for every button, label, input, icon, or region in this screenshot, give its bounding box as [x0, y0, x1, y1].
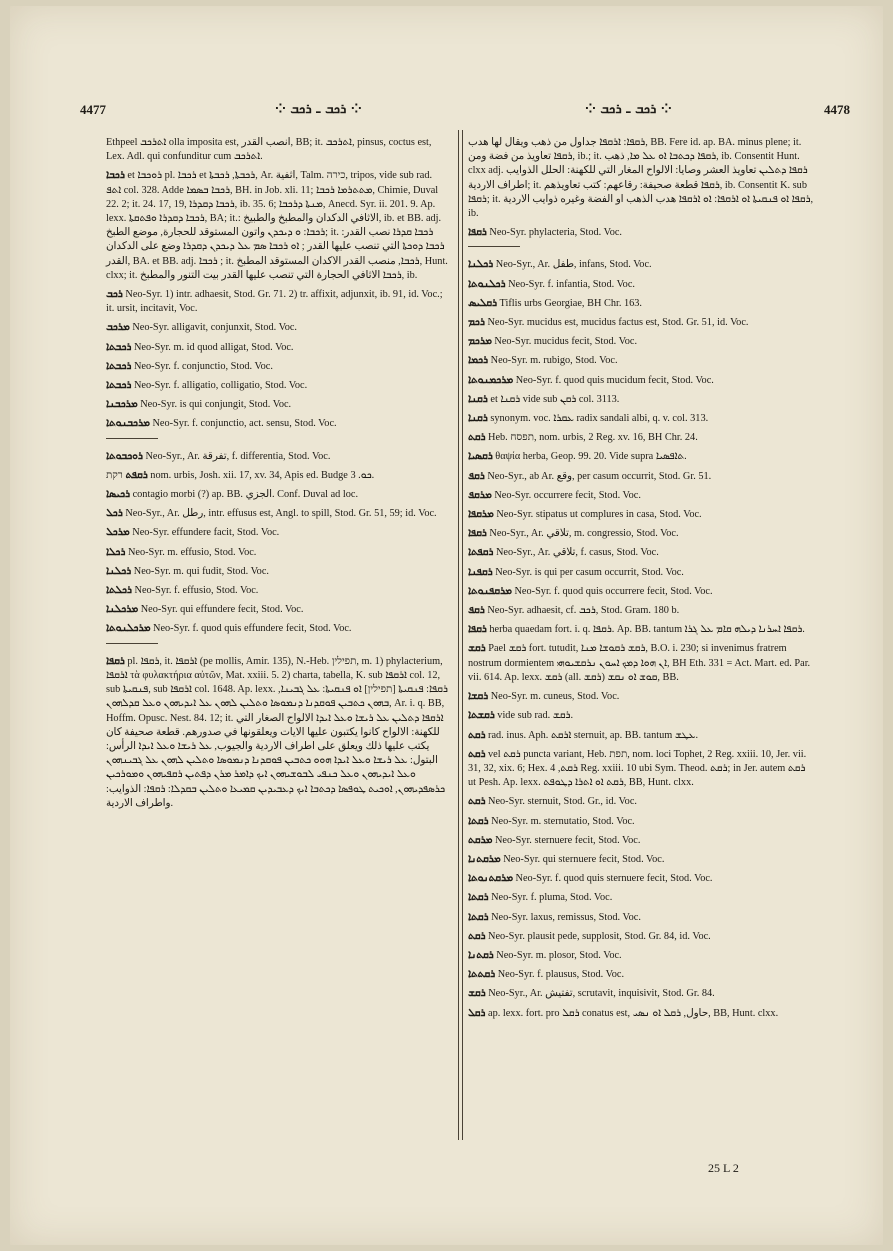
dictionary-entry — [106, 506, 448, 521]
column-divider-inner — [462, 130, 463, 1140]
entry-headword: ܪܩܦܬ — [125, 468, 148, 481]
dictionary-entry — [106, 136, 448, 164]
entry-text: Neo-Syr., Ar. تلاقي, f. casus, Stod. Voc. — [495, 547, 659, 559]
entry-text: Neo-Syr., Ar. طفل, infans, Stod. Voc. — [495, 259, 652, 271]
entry-text: rad. inus. Aph. ܐܪܩܬ sternuit, ap. BB. tantum ܥܛܫ. — [488, 729, 699, 741]
entry-headword: ܪܩܢܐ — [468, 412, 488, 425]
entry-text: et ܪܩܢܐ vide sub ܪܩܢ col. 3113. — [490, 393, 620, 405]
dictionary-entry — [468, 967, 814, 982]
entry-headword: ܪܟܠܐ — [106, 545, 126, 558]
dictionary-entry — [468, 565, 814, 580]
dictionary-entry — [468, 257, 814, 272]
dictionary-entry — [468, 507, 814, 522]
section-rule — [106, 643, 158, 644]
left-column — [106, 136, 448, 815]
dictionary-entry — [468, 833, 814, 848]
page-number-right: 4478 — [824, 102, 850, 117]
entry-headword: ܪܩܫ — [468, 642, 486, 655]
entry-text: Neo-Syr. m. qui fudit, Stod. Voc. — [133, 565, 269, 577]
entry-text: ap. lexx. fort. pro ܪܩܠ conatus est, حاول, ܪܩܠ ܐܘ ܢܣܝ, BB, Hunt. clxx. — [488, 1007, 779, 1019]
dictionary-entry — [468, 392, 814, 407]
dictionary-entry — [468, 871, 814, 886]
entry-text: herba quaedam fort. i. q. ܪܩܦܐ. Ap. BB. tantum ܪܩܦܐ ܐܚܪܢܐ ܕܝܠܗ ܩܐܡ ܥܠ ܓܪܐ. — [489, 624, 805, 636]
entry-headword: ܡܪܩܬ — [468, 833, 493, 846]
dictionary-entry — [468, 622, 814, 637]
entry-text: Neo-Syr. m. id quod alligat, Stod. Voc. — [133, 341, 294, 353]
dictionary-entry — [468, 747, 814, 791]
dictionary-entry — [106, 583, 448, 598]
entry-text: Neo-Syr., Ar. تلاقي, m. congressio, Stod. Voc. — [489, 528, 679, 540]
page — [10, 6, 883, 1245]
entry-headword: ܡܪܩܦ — [468, 488, 492, 501]
dictionary-entry — [106, 287, 448, 316]
entry-text: Neo-Syr. f. quod quis sternuere fecit, Stod. Voc. — [515, 873, 713, 885]
dictionary-entry — [468, 373, 814, 388]
dictionary-entry — [468, 641, 814, 685]
entry-headword: ܪܩܦܬܐ — [468, 546, 494, 559]
entry-headword: ܪܩܬܐ — [468, 814, 489, 827]
section-rule — [106, 438, 158, 439]
entry-text: Neo-Syr. f. plausus, Stod. Voc. — [497, 969, 625, 981]
running-head-right: ⁘ ܪܟܒ ـ ܪܟܒ ⁘ — [585, 102, 672, 117]
dictionary-entry — [106, 525, 448, 540]
entry-headword: ܪܟܠܬܐ — [106, 584, 132, 597]
entry-text: Neo-Syr. is qui conjungit, Stod. Voc. — [140, 399, 292, 411]
dictionary-entry — [468, 411, 814, 426]
entry-headword: ܡܪܟܒܢܐ — [106, 398, 138, 411]
entry-text: Neo-Syr., ab Ar. وقع, per casum occurrit, Stod. Gr. 51. — [487, 470, 712, 482]
entry-headword: ܪܩܦܐ — [468, 527, 487, 540]
entry-text: Neo-Syr. phylacteria, Stod. Voc. — [489, 227, 622, 239]
entry-text: Neo-Syr. qui sternuere fecit, Stod. Voc. — [503, 853, 665, 865]
entry-headword: ܪܟܒܐ — [106, 169, 125, 182]
dictionary-entry — [106, 621, 448, 636]
entry-text: Neo-Syr. alligavit, conjunxit, Stod. Voc. — [132, 322, 297, 334]
entry-text: Neo-Syr. m. effusio, Stod. Voc. — [127, 546, 257, 558]
dictionary-entry — [106, 545, 448, 560]
entry-headword: ܪܩܦ — [468, 469, 485, 482]
entry-headword: ܡܪܩܬܢܐ — [468, 852, 501, 865]
entry-text: Neo-Syr. mucidus fecit, Stod. Voc. — [494, 336, 638, 348]
entry-text: synonym. voc. ܥܩܪܐ radix sandali albi, q. v. col. 313. — [490, 413, 709, 425]
entry-headword: ܡܪܟܠܢܐ — [106, 603, 139, 616]
entry-headword: ܪܟܡ — [468, 316, 485, 329]
dictionary-entry — [106, 449, 448, 464]
entry-headword: ܪܩܦܐ — [106, 654, 125, 667]
dictionary-entry — [468, 728, 814, 743]
entry-headword: ܪܩܬ — [468, 747, 486, 760]
entry-headword: ܡܪܩܬܢܘܬܐ — [468, 872, 513, 885]
entry-text: Neo-Syr. mucidus est, mucidus factus est, Stod. Gr. 51, id. Voc. — [487, 317, 749, 329]
dictionary-entry — [468, 948, 814, 963]
section-rule — [468, 246, 520, 247]
entry-text: Neo-Syr. f. quod quis mucidum fecit, Stod. Voc. — [515, 374, 714, 386]
dictionary-entry — [106, 320, 448, 335]
dictionary-entry — [106, 487, 448, 502]
entry-text: Neo-Syr. f. conjunctio, act. sensu, Stod. Voc. — [152, 418, 337, 430]
entry-text: Neo-Syr. m. sternutatio, Stod. Voc. — [491, 815, 635, 827]
entry-headword: ܡܪܩܦܢܘܬܐ — [468, 584, 512, 597]
dictionary-entry — [468, 277, 814, 292]
entry-headword: ܪܟܒ — [106, 288, 123, 301]
entry-headword: ܪܟܒܬܐ — [106, 379, 132, 392]
entry-text: Heb. תפסח, nom. urbis, 2 Reg. xv. 16, BH Chr. 24. — [488, 432, 698, 444]
entry-headword: ܪܟܠܢܐ — [106, 564, 132, 577]
page-number-left: 4477 — [80, 102, 106, 117]
column-divider — [458, 130, 459, 1140]
entry-headword: ܡܪܟܒ — [106, 321, 130, 334]
entry-text: Tiflis urbs Georgiae, BH Chr. 163. — [499, 297, 642, 309]
entry-headword: ܪܩܬ — [468, 795, 486, 808]
entry-text: Neo-Syr. occurrere fecit, Stod. Voc. — [494, 489, 641, 501]
entry-text: Neo-Syr. m. rubigo, Stod. Voc. — [490, 355, 618, 367]
dictionary-entry — [468, 814, 814, 829]
entry-headword: ܡܪܟܠܢܘܬܐ — [106, 622, 151, 635]
entry-text: θαψία herba, Geop. 99. 20. Vide supra ܬܐܦܣܝܐ. — [495, 451, 687, 463]
entry-text: Neo-Syr. adhaesit, cf. ܪܟܒ, Stod. Gram. 180 b. — [487, 605, 680, 617]
entry-text: Neo-Syr. sternuit, Stod. Gr., id. Voc. — [488, 796, 637, 808]
entry-text: Neo-Syr., Ar. رطل, intr. effusus est, Angl. to spill, Stod. Gr. 51, 59; id. Voc. — [125, 508, 437, 520]
entry-headword: ܪܟܒܬܐ — [106, 340, 132, 353]
entry-text: Neo-Syr. f. pluma, Stod. Voc. — [491, 892, 613, 904]
dictionary-entry — [106, 468, 448, 483]
dictionary-entry — [468, 794, 814, 809]
dictionary-entry — [468, 296, 814, 311]
entry-text: ܪܩܦܐ: ܐܪܩܦܐ جداول من ذهب ويقال لها هدب, BB. Fere id. ap. BA. minus plene; it. ܪܩܦܐ تعاويذ من فضة ومن, ib.; it. ܪܩܦܐ ܕܟܬܒܐ ܐܘ ܥܠ ܡܐ, ذهب, ib. Consentit Hunt. clxx adj. ܪܩܦܐ ܕܬܠܝܢ تعاويذ العشر وصايا: الالواح المغار التي للكهنة: الحلل الذوايب اطراف الاردية; it. ܪܩܦܐ قطعة صحيفة: رقاعهم: كتب تعاويذهم, ib. Consentit K. sub ܪܩܦܐ; it. ܪܩܦܐ ܐܘ ܦܢܩܝܬܐ ܐܘ ܐܪܩܦܐ: ܐܘ ܐܪܩܦܐ هدب الذهب او الفضة وغيره ذوايب الاردية, ib. — [468, 137, 814, 220]
entry-headword: ܪܩܦܐ — [468, 623, 487, 636]
entry-headword: ܪܩܠ — [468, 1006, 486, 1019]
dictionary-entry — [106, 359, 448, 374]
dictionary-entry — [468, 890, 814, 905]
entry-text: Neo-Syr. is qui per casum occurrit, Stod. Voc. — [495, 566, 684, 578]
entry-headword: ܪܟܠܢܐ — [468, 258, 494, 271]
entry-text: Neo-Syr. laxus, remissus, Stod. Voc. — [491, 911, 641, 923]
entry-headword: ܡܪܟܒܢܘܬܐ — [106, 417, 150, 430]
entry-text: Neo-Syr. qui effundere fecit, Stod. Voc. — [140, 604, 304, 616]
entry-text: Ethpeel ܐܬܪܟܒ olla imposita est, انصب القدر, BB; it. ܐܬܪܟܒ, pinsus, coctus est, Lex. Adl. qui confunditur cum ܐܬܪܟܒ. — [106, 137, 432, 163]
entry-headword: ܪܩܫܐ — [468, 690, 489, 703]
entry-text: Neo-Syr. m. cuneus, Stod. Voc. — [490, 691, 620, 703]
entry-headword: ܡܪܟܡܢܘܬܐ — [468, 373, 514, 386]
entry-headword: ܪܩܫܬܐ — [468, 709, 495, 722]
entry-headword: ܪܟܝܣܐ — [106, 488, 131, 501]
entry-text: Neo-Syr. f. infantia, Stod. Voc. — [508, 278, 635, 290]
dictionary-entry — [468, 910, 814, 925]
entry-headword: ܪܩܬܐ — [468, 891, 489, 904]
dictionary-entry — [106, 416, 448, 431]
entry-headword: ܪܩܦܢܐ — [468, 565, 493, 578]
entry-text: Neo-Syr. f. conjunctio, Stod. Voc. — [133, 360, 273, 372]
dictionary-entry — [468, 353, 814, 368]
entry-text: Neo-Syr. 1) intr. adhaesit, Stod. Gr. 71. 2) tr. affixit, adjunxit, ib. 91, id. Voc.; it. ursit, incitavit, Voc. — [106, 289, 443, 315]
dictionary-entry — [468, 315, 814, 330]
dictionary-entry — [106, 340, 448, 355]
entry-text: Neo-Syr. f. quod quis occurrere fecit, Stod. Voc. — [514, 585, 713, 597]
entry-text: Neo-Syr. plausit pede, supplosit, Stod. Gr. 84, id. Voc. — [488, 930, 711, 942]
entry-headword: ܪܩܬ — [468, 431, 486, 444]
entry-headword: ܪܩܦ — [468, 604, 485, 617]
entry-headword: ܪܩܬ — [468, 728, 486, 741]
dictionary-entry — [468, 526, 814, 541]
entry-headword: ܪܩܣܝܐ — [468, 450, 493, 463]
right-column — [468, 136, 814, 1025]
entry-text: Neo-Syr., Ar. تفتيش, scrutavit, inquisivit, Stod. Gr. 84. — [488, 988, 715, 1000]
entry-text: contagio morbi (?) ap. BB. الجزي. Conf. Duval ad loc. — [132, 489, 359, 501]
dictionary-entry — [468, 488, 814, 503]
entry-headword: ܪܩܫ — [468, 987, 486, 1000]
dictionary-entry — [468, 986, 814, 1001]
entry-text: Neo-Syr. stipatus ut complures in casa, Stod. Voc. — [496, 509, 702, 521]
dictionary-entry — [468, 689, 814, 704]
entry-headword: ܪܩܦܐ — [468, 226, 487, 239]
entry-headword: ܪܩܬܢܐ — [468, 948, 494, 961]
dictionary-entry — [106, 564, 448, 579]
dictionary-entry — [468, 929, 814, 944]
dictionary-entry — [468, 1006, 814, 1021]
entry-text: Neo-Syr. m. plosor, Stod. Voc. — [496, 949, 622, 961]
dictionary-entry — [106, 168, 448, 283]
dictionary-entry — [468, 225, 814, 240]
entry-text: vide sub rad. ܪܩܫ. — [497, 710, 574, 722]
entry-text: Neo-Syr. f. quod quis effundere fecit, Stod. Voc. — [153, 623, 352, 635]
entry-text: Neo-Syr., Ar. تفرقة, f. differentia, Stod. Voc. — [145, 450, 331, 462]
page-header — [80, 102, 850, 124]
dictionary-entry — [468, 469, 814, 484]
entry-headword: ܪܩܬܬܐ — [468, 968, 496, 981]
entry-headword: ܪܟܡܐ — [468, 354, 489, 367]
entry-text: Pael ܪܩܫ fort. tutudit, ܪܩܫ ܪܩܘܫܐ ܡܢܐ, B.O. i. 230; si invenimus fratrem nostrum dormientem ܐܢ ܗܘܐ ܕܡܟ ܐܚܘܢ ܢܪܩܫܝܘܗܝ, BH Eth. 331 = Act. Mart. ed. Par. vii. 614. Ap. lexx. ܪܩܫ (all. ܪܩܫ) ܩܘܫ ܐܘ ܢܩܫ, BB. — [468, 643, 811, 683]
dictionary-entry — [106, 654, 448, 811]
dictionary-entry — [106, 378, 448, 393]
entry-text: רקת nom. urbis, Josh. xii. 17, xv. 34, Apis ed. Budge ܟܘ. 3. — [106, 469, 375, 481]
dictionary-entry — [468, 334, 814, 349]
dictionary-entry — [468, 545, 814, 560]
entry-headword: ܪܟܠܢܘܬܐ — [468, 277, 506, 290]
entry-text: pl. ܪܩܦܐ, it. ܐܪܩܦܐ (pe mollis, Amir. 135), N.-Heb. תפילין, m. 1) phylacterium, ܐܪܩܦܐ τὰ φυλακτήρια αὐτῶν, Mat. xxiii. 5. 2) charta, tabella, K. sub ܐܪܩܦܐ col. 12, sub ܦܢܩܝܬܐ, sub ܐܪܩܦܐ col. 1648. Ap. lexx. ܪܩܦܐ: ܦܢܩܝܬܐ [תפילין] ܐܘ ܦܢܩܝܬܐ: ܥܠ ܓܒܝܢܐ, ܒܗܘܢ ܟܬܒܝܢ ܦܘܩܕܢܐ ܕܢܡܘܣܐ ܘܬܠܝܢ ܠܗܘܢ ܥܠ ܐܝܕܝܗܘܢ ܘܥܠ ܩܕܠܗܘܢ, Ar. i. q. BB, Hoffm. Opusc. Nest. 84. 12; it. ܐܪܩܦܐ ܕܬܠܝܢ ܥܠ ܪܝܫܐ ܘܥܠ ܐܝܕܐ الالواح الصغار التي للكهنة: الالواح كانوا يكتبون عليها الايات ويعلقونها في صدورهم. قطعة صحيفة كان يكتب عليها ذلك ويعلق على اطراف الاردية والجيوب, ܥܠ ܪܝܫܐ ܘܥܠ ܐܝܕܐ الرأس: البتول: ܥܠ ܪܝܫܐ ܘܥܠ ܐܝܕܐ ܗܘܘ ܟܬܒܝܢ ܦܘܩܕܢܐ ܕܢܡܘܣܐ ܘܬܠܝܢ ܠܗܘܢ ܥܠ ܓܒܝܢܗܘܢ ܘܥܠ ܐܝܕܝܗܘܢ ܘܥܠ ܟܢܦܝ ܠܒܘܫܝܗܘܢ ܐܝܟ ܕܐܡܪ ܡܪܢ ܕܦܬܝܢ ܪܩܦܝܗܘܢ ܘܡܘܪܟܝܢ ܟܪܣܦܕܝܗܘܢ, ܐܘܟܝܬ ܛܘܦܣܐ ܕܟܬܒܐ ܐܝܟ ܕܥܒܝܕܝܢ ܩܡܝܥܐ ܘܬܠܝܢ ܒܩܕܠܐ: ܪܩܦܐ: الذوايب: واطراف الاردية. — [106, 655, 448, 809]
entry-headword: ܡܪܟܡ — [468, 335, 492, 348]
running-head-left: ⁘ ܪܟܒ ـ ܪܟܒ ⁘ — [275, 102, 362, 117]
entry-text: Neo-Syr. f. alligatio, colligatio, Stod. Voc. — [133, 380, 308, 392]
entry-headword: ܪܩܠܝܣ — [468, 296, 497, 309]
entry-headword: ܡܪܩܦܐ — [468, 508, 494, 521]
dictionary-entry — [468, 708, 814, 723]
entry-headword: ܪܩܢܐ — [468, 392, 488, 405]
entry-headword: ܪܟܒܬܐ — [106, 359, 132, 372]
entry-headword: ܪܘܟܒܘܬܐ — [106, 449, 143, 462]
entry-text: Neo-Syr. sternuere fecit, Stod. Voc. — [494, 834, 641, 846]
dictionary-entry — [468, 136, 814, 221]
dictionary-entry — [468, 584, 814, 599]
entry-headword: ܪܟܠ — [106, 507, 123, 520]
entry-text: Neo-Syr. effundere facit, Stod. Voc. — [132, 527, 280, 539]
dictionary-entry — [468, 449, 814, 464]
dictionary-entry — [468, 852, 814, 867]
dictionary-entry — [468, 430, 814, 445]
dictionary-entry — [468, 603, 814, 618]
entry-headword: ܪܩܬ — [468, 929, 486, 942]
dictionary-entry — [106, 602, 448, 617]
entry-text: et ܪܘܟܒܐ pl. ܪܟܒܐ et ܪܟܒܬܐ, ܪܟܒܬܐ, Ar. اثفية, Talm. כירה, tripos, vide sub rad. ܐܬܦ col. 328. Adde ܪܟܒܐ ܒܣܡܐ, BH. in Job. xli. 11; ܡܬܬܪܡܐ ܪܟܒܐ, Chimie, Duval 22. 2; it. 24. 17, 19, ܪܟܒܐ ܕܩܕܪܐ, ib. 35. 6; ܡܢܬܐ ܕܪܟܒܐ, Anecd. Syr. ii. 201. 9. Ap. lexx. ܪܟܒܐ ܕܩܕܪܐ ܘܦܬܩܬܐ, BA; it.: الاثافي الدكدان والمطبخ والطبيخ, ib. et BB. adj. ܪܟܒܐ: ܘ ܕܝܟܕܢ واتون المستوقد للحجارة, موضع الطبخ; it. ܪܟܒܐ ܩܕܪܐ نصب القدر: ܪܟܒܐ ܕܘܟܬܐ التي تنصب عليها القدر ; ܐܘ ܪܟܒܐ ܣܡ ܥܠ ܕܝܟܕܢ ܕܩܕܪܐ وضع على الدكدان القدر, BA. et BB. adj. ܪܟܒܐ ; it. ܪܟܒܐ, منصب القدر الاكدان المستوقد المطبخ, Hunt. clxx; it. ܪܟܒܐ الاثافي الحجارة التي تنصب عليها القدر بيت التنور والمطبخ, ib. — [106, 170, 448, 281]
signature-mark: 25 L 2 — [708, 1161, 739, 1175]
entry-text: vel ܪܩܬ puncta variant, Heb. תפת, nom. loci Tophet, 2 Reg. xxiii. 10, Jer. vii. 31, 32, xix. 6; Hex. ܪܩܬ, 4 Reg. xxiii. 10 ubi Sym. Theod. ܪܩܬ; in Jer. autem ܪܩܬ ut Pesh. Ap. lexx. ܪܩܬ ܐܘ ܐܬܪܐ ܕܛܘܦܬ, BB, Hunt. clxx. — [468, 748, 807, 789]
entry-headword: ܡܪܟܠ — [106, 526, 130, 539]
entry-headword: ܪܩܬܐ — [468, 910, 489, 923]
entry-text: Neo-Syr. f. effusio, Stod. Voc. — [134, 585, 259, 597]
dictionary-entry — [106, 397, 448, 412]
